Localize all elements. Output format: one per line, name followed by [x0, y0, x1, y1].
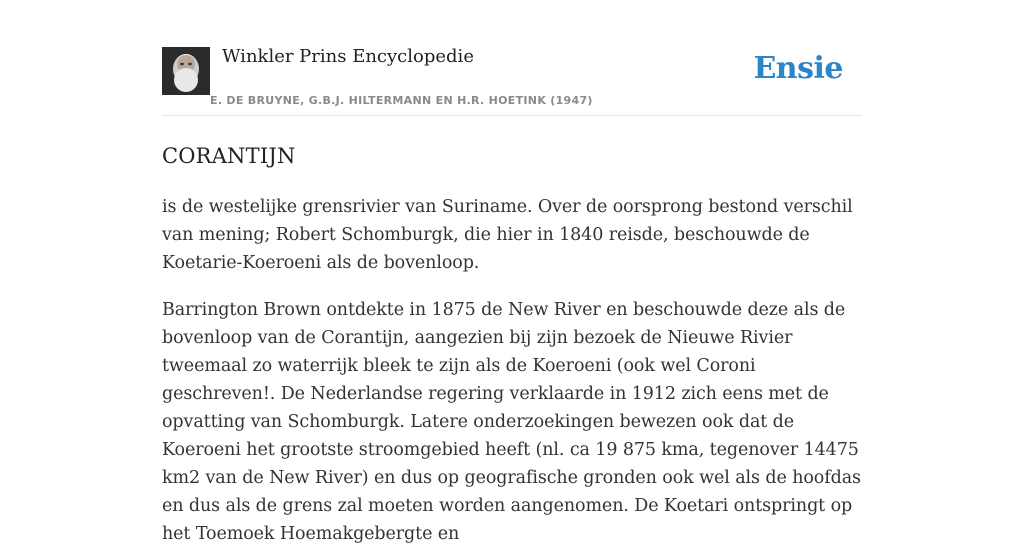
paragraph: Barrington Brown ontdekte in 1875 de New River en beschouwde deze als de bovenloop van de Corantijn, aangezien bij zijn bezoek de Nieuwe Rivier tweemaal zo waterrijk bleek te zijn als de Koeroeni (ook wel Coroni geschreven!. De Nederlandse regering verklaarde in 1912 zich eens met de opvatting van Schomburgk. Latere onderzoekingen bewezen ook dat de Koeroeni het grootste stroomgebied heeft (nl. ca 19 875 kma, tegenover 14475 km2 van de New River) en dus op geografische gronden ook wel als de hoofdas en dus als de grens zal moeten worden aangenomen. De Koetari ontspringt op het Toemoek Hoemakgebergte en — [162, 300, 861, 544]
brand-logo-link[interactable]: Ensie — [753, 51, 843, 86]
author-avatar — [162, 47, 210, 95]
portrait-icon — [162, 47, 210, 95]
source-title: Winkler Prins Encyclopedie — [222, 46, 474, 67]
authors-line: E. DE BRUYNE, G.B.J. HILTERMANN EN H.R. HOETINK (1947) — [210, 94, 593, 107]
article-body — [162, 193, 862, 548]
paragraph: is de westelijke grensrivier van Suriname. Over de oorsprong bestond verschil van mening; Robert Schomburgk, die hier in 1840 reisde, beschouwde de Koetarie-Koeroeni als de bovenloop. — [162, 197, 853, 273]
entry-title: CORANTIJN — [162, 144, 296, 168]
page — [162, 0, 862, 548]
header — [162, 0, 862, 116]
